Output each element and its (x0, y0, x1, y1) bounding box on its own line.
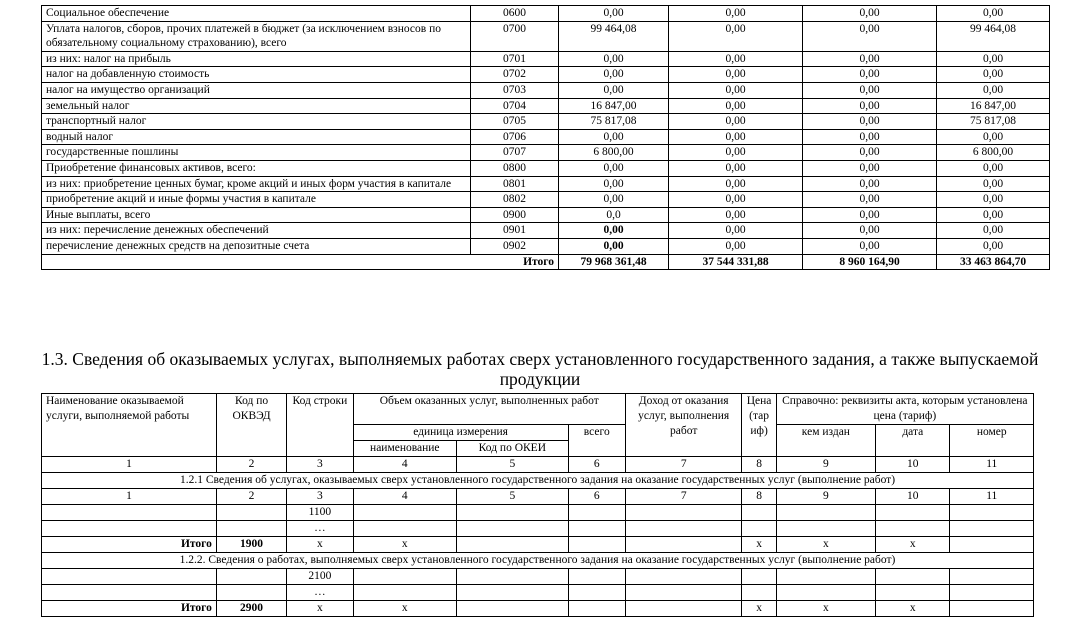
header-name: Наименование оказываемой услуги, выполняемой работы (42, 394, 217, 457)
total-label: Итого (42, 601, 217, 617)
row-name: водный налог (42, 129, 471, 145)
row-value-5: 0,00 (803, 6, 937, 22)
row-value-3: 0,00 (559, 129, 669, 145)
row-value-4: 0,00 (669, 145, 803, 161)
total-okved: 1900 (216, 537, 286, 553)
row-code: 0701 (471, 51, 559, 67)
data-row (42, 569, 1034, 585)
total-value-4: 37 544 331,88 (669, 254, 803, 270)
data-row (42, 505, 1034, 521)
table-row (42, 98, 1050, 114)
row-value-3: 0,00 (559, 51, 669, 67)
column-number: 1 (42, 489, 217, 505)
header-unit: единица измерения (353, 425, 568, 441)
row-code: 0703 (471, 82, 559, 98)
x-mark: х (876, 537, 950, 553)
header-total: всего (568, 425, 625, 457)
subsection-row (42, 473, 1034, 489)
total-value-3: 79 968 361,48 (559, 254, 669, 270)
x-mark: х (287, 537, 353, 553)
table-row (42, 114, 1050, 130)
total-okved: 2900 (216, 601, 286, 617)
row-value-5: 0,00 (803, 176, 937, 192)
subsection-2-title: 1.2.2. Сведения о работах, выполняемых сверх установленного государственного задания на оказание государственных услуг (выполнение работ) (42, 553, 1034, 569)
row-name: земельный налог (42, 98, 471, 114)
header-reference: Справочно: реквизиты акта, которым установлена цена (тариф) (776, 394, 1033, 425)
row-name: перечисление денежных средств на депозитные счета (42, 238, 471, 254)
row-value-6: 0,00 (937, 67, 1050, 83)
row-value-6: 0,00 (937, 160, 1050, 176)
column-number: 10 (876, 489, 950, 505)
x-mark: х (876, 601, 950, 617)
table-row (42, 82, 1050, 98)
total-value-6: 33 463 864,70 (937, 254, 1050, 270)
row-name: налог на добавленную стоимость (42, 67, 471, 83)
row-value-4: 0,00 (669, 98, 803, 114)
row-value-3: 0,00 (559, 223, 669, 239)
header-line-code: Код строки (287, 394, 353, 457)
row-value-6: 99 464,08 (937, 21, 1050, 51)
services-table (41, 393, 1034, 617)
table-row (42, 21, 1050, 51)
row-code: 0801 (471, 176, 559, 192)
column-number: 11 (950, 457, 1034, 473)
row-value-4: 0,00 (669, 114, 803, 130)
total-row (42, 254, 1050, 270)
row-name: из них: приобретение ценных бумаг, кроме акций и иных форм участия в капитале (42, 176, 471, 192)
column-number-row (42, 489, 1034, 505)
data-row (42, 521, 1034, 537)
row-value-6: 0,00 (937, 82, 1050, 98)
x-mark: х (353, 537, 457, 553)
row-code: 0700 (471, 21, 559, 51)
row-value-5: 0,00 (803, 160, 937, 176)
line-code-cell: 1100 (287, 505, 353, 521)
ellipsis-cell: … (287, 521, 353, 537)
row-value-5: 0,00 (803, 192, 937, 208)
row-name: из них: налог на прибыль (42, 51, 471, 67)
row-value-6: 0,00 (937, 176, 1050, 192)
row-value-4: 0,00 (669, 82, 803, 98)
header-issued-by: кем издан (776, 425, 875, 457)
row-value-3: 0,0 (559, 207, 669, 223)
column-number-row (42, 457, 1034, 473)
column-number: 8 (742, 457, 776, 473)
row-value-5: 0,00 (803, 67, 937, 83)
column-number: 8 (742, 489, 776, 505)
column-number: 11 (950, 489, 1034, 505)
row-code: 0902 (471, 238, 559, 254)
column-number: 3 (287, 489, 353, 505)
row-name: транспортный налог (42, 114, 471, 130)
row-value-3: 0,00 (559, 6, 669, 22)
table-row (42, 6, 1050, 22)
table-row (42, 145, 1050, 161)
row-value-5: 0,00 (803, 82, 937, 98)
column-number: 6 (568, 489, 625, 505)
header-unit-name: наименование (353, 441, 457, 457)
row-value-4: 0,00 (669, 223, 803, 239)
table-row (42, 207, 1050, 223)
row-value-6: 6 800,00 (937, 145, 1050, 161)
row-value-6: 0,00 (937, 223, 1050, 239)
section-title: 1.3. Сведения об оказываемых услугах, выполняемых работах сверх установленного государственного задания, а также выпускаемой продукции (41, 349, 1039, 389)
row-value-3: 0,00 (559, 192, 669, 208)
row-name: государственные пошлины (42, 145, 471, 161)
row-code: 0707 (471, 145, 559, 161)
row-code: 0704 (471, 98, 559, 114)
column-number: 5 (457, 457, 569, 473)
table-row (42, 192, 1050, 208)
row-value-6: 0,00 (937, 6, 1050, 22)
row-code: 0600 (471, 6, 559, 22)
row-value-6: 0,00 (937, 207, 1050, 223)
row-value-3: 75 817,08 (559, 114, 669, 130)
row-code: 0702 (471, 67, 559, 83)
row-value-4: 0,00 (669, 238, 803, 254)
column-number: 2 (216, 457, 286, 473)
row-name: Иные выплаты, всего (42, 207, 471, 223)
x-mark: х (776, 537, 875, 553)
row-value-3: 0,00 (559, 67, 669, 83)
header-row-1 (42, 394, 1034, 425)
column-number: 3 (287, 457, 353, 473)
data-row (42, 585, 1034, 601)
row-value-5: 0,00 (803, 51, 937, 67)
row-value-5: 0,00 (803, 129, 937, 145)
row-name: Приобретение финансовых активов, всего: (42, 160, 471, 176)
subsection-1-title: 1.2.1 Сведения об услугах, оказываемых сверх установленного государственного задания на оказание государственных услуг (выполнение работ) (42, 473, 1034, 489)
row-value-4: 0,00 (669, 192, 803, 208)
column-number: 7 (625, 457, 742, 473)
header-date: дата (876, 425, 950, 457)
subsection-row (42, 553, 1034, 569)
row-value-5: 0,00 (803, 98, 937, 114)
table-row (42, 129, 1050, 145)
row-value-3: 6 800,00 (559, 145, 669, 161)
row-value-3: 0,00 (559, 176, 669, 192)
row-value-4: 0,00 (669, 51, 803, 67)
row-code: 0802 (471, 192, 559, 208)
header-volume: Объем оказанных услуг, выполненных работ (353, 394, 625, 425)
row-value-6: 0,00 (937, 51, 1050, 67)
row-value-3: 16 847,00 (559, 98, 669, 114)
column-number: 10 (876, 457, 950, 473)
column-number: 9 (776, 489, 875, 505)
row-value-3: 0,00 (559, 82, 669, 98)
row-value-5: 0,00 (803, 21, 937, 51)
row-value-4: 0,00 (669, 207, 803, 223)
row-value-3: 99 464,08 (559, 21, 669, 51)
total-label: Итого (42, 537, 217, 553)
row-value-4: 0,00 (669, 21, 803, 51)
x-mark: х (353, 601, 457, 617)
row-value-5: 0,00 (803, 223, 937, 239)
row-value-6: 0,00 (937, 192, 1050, 208)
line-code-cell: 2100 (287, 569, 353, 585)
row-value-6: 0,00 (937, 129, 1050, 145)
column-number: 1 (42, 457, 217, 473)
column-number: 5 (457, 489, 569, 505)
row-value-5: 0,00 (803, 145, 937, 161)
row-value-4: 0,00 (669, 176, 803, 192)
row-value-3: 0,00 (559, 238, 669, 254)
column-number: 4 (353, 457, 457, 473)
row-name: Уплата налогов, сборов, прочих платежей в бюджет (за исключением взносов по обязательному социальному страхованию), всего (42, 21, 471, 51)
x-mark: х (287, 601, 353, 617)
row-value-6: 0,00 (937, 238, 1050, 254)
column-number: 7 (625, 489, 742, 505)
row-code: 0705 (471, 114, 559, 130)
table-row (42, 223, 1050, 239)
header-okved: Код по ОКВЭД (216, 394, 286, 457)
total-value-5: 8 960 164,90 (803, 254, 937, 270)
row-value-5: 0,00 (803, 207, 937, 223)
table-row (42, 67, 1050, 83)
row-value-4: 0,00 (669, 129, 803, 145)
table-row (42, 238, 1050, 254)
total-label: Итого (42, 254, 559, 270)
column-number: 2 (216, 489, 286, 505)
row-name: приобретение акций и иные формы участия в капитале (42, 192, 471, 208)
x-mark: х (742, 537, 776, 553)
row-name: Социальное обеспечение (42, 6, 471, 22)
row-value-6: 75 817,08 (937, 114, 1050, 130)
column-number: 6 (568, 457, 625, 473)
row-code: 0900 (471, 207, 559, 223)
ellipsis-cell: … (287, 585, 353, 601)
table-row (42, 160, 1050, 176)
expenses-table (41, 5, 1050, 270)
row-value-3: 0,00 (559, 160, 669, 176)
table-row (42, 51, 1050, 67)
row-code: 0800 (471, 160, 559, 176)
row-name: налог на имущество организаций (42, 82, 471, 98)
header-income: Доход от оказания услуг, выполнения работ (625, 394, 742, 457)
row-value-6: 16 847,00 (937, 98, 1050, 114)
row-value-4: 0,00 (669, 67, 803, 83)
column-number: 4 (353, 489, 457, 505)
header-price: Цена (тар иф) (742, 394, 776, 457)
row-name: из них: перечисление денежных обеспечений (42, 223, 471, 239)
header-okei: Код по ОКЕИ (457, 441, 569, 457)
column-number: 9 (776, 457, 875, 473)
x-mark: х (776, 601, 875, 617)
row-value-4: 0,00 (669, 160, 803, 176)
row-code: 0901 (471, 223, 559, 239)
header-number: номер (950, 425, 1034, 457)
row-value-5: 0,00 (803, 114, 937, 130)
table-row (42, 176, 1050, 192)
row-value-5: 0,00 (803, 238, 937, 254)
row-value-4: 0,00 (669, 6, 803, 22)
row-code: 0706 (471, 129, 559, 145)
total-row (42, 601, 1034, 617)
total-row (42, 537, 1034, 553)
x-mark: х (742, 601, 776, 617)
